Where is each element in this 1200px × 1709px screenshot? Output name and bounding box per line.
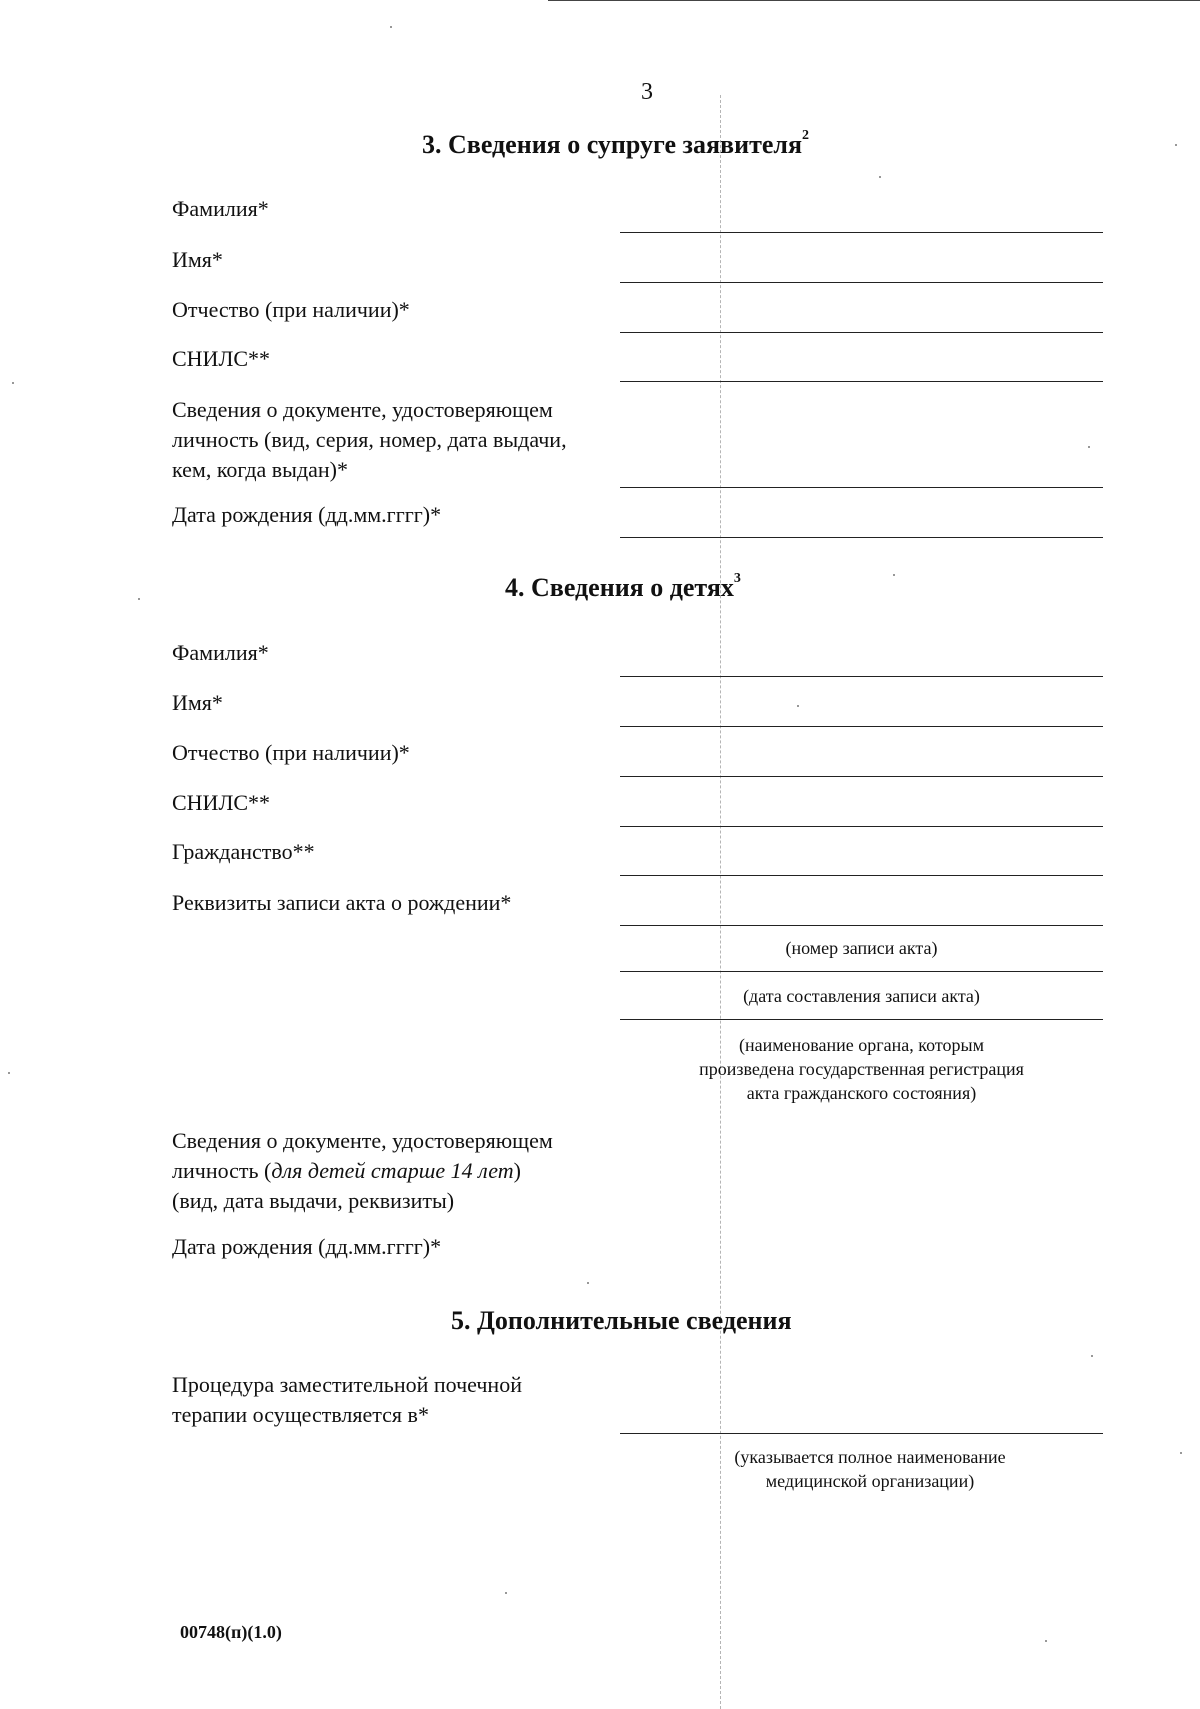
scan-speck [587,1282,589,1284]
child-id-document-age-note: для детей старше 14 лет [271,1158,514,1183]
child-patronymic-field[interactable] [620,776,1103,777]
scan-speck [390,26,392,28]
spouse-id-document-label [172,395,567,485]
record-number-caption: (номер записи акта) [785,938,938,958]
page-number: 3 [641,79,653,105]
child-id-document-label-line: Сведения о документе, удостоверяющем [172,1128,553,1153]
scan-speck [879,176,881,178]
scan-speck [1091,1355,1093,1357]
child-id-document-label [172,1126,553,1216]
spouse-id-document-label-line: Сведения о документе, удостоверяющем [172,397,553,422]
child-snils-label: СНИЛС** [172,790,271,815]
section-3-title [422,130,809,160]
form-code: 00748(п)(1.0) [180,1622,282,1642]
scan-speck [12,382,14,384]
section-3-footnote-mark: 2 [802,128,810,144]
child-citizenship-label: Гражданство** [172,839,315,864]
section-4-title-text: 4. Сведения о детях [505,573,734,602]
section-5-title-text: 5. Дополнительные сведения [451,1306,792,1335]
registry-office-caption [620,1033,1103,1105]
child-id-document-label-line: (вид, дата выдачи, реквизиты) [172,1188,455,1213]
section-3-title-text: 3. Сведения о супруге заявителя [422,130,803,159]
child-birth-date-label: Дата рождения (дд.мм.гггг)* [172,1234,442,1259]
child-snils-field[interactable] [620,826,1103,827]
dialysis-location-field[interactable] [620,1433,1103,1434]
section-4-title [505,573,741,603]
child-patronymic-label: Отчество (при наличии)* [172,740,410,765]
spouse-patronymic-label: Отчество (при наличии)* [172,297,410,322]
scan-speck [1045,1640,1047,1642]
child-citizenship-field[interactable] [620,875,1103,876]
spouse-surname-label: Фамилия* [172,196,269,221]
section-5-title [451,1306,792,1336]
dialysis-location-caption-line: (указывается полное наименование [734,1447,1006,1467]
child-id-document-prefix: личность ( [172,1158,272,1183]
spouse-birth-date-label: Дата рождения (дд.мм.гггг)* [172,502,442,527]
scan-speck [893,574,895,576]
spouse-surname-field[interactable] [620,232,1103,233]
spouse-name-label: Имя* [172,247,223,272]
spouse-snils-field[interactable] [620,381,1103,382]
record-date-caption: (дата составления записи акта) [743,986,980,1006]
child-registry-office-field[interactable] [620,1019,1103,1020]
scan-speck [1175,144,1177,146]
child-birth-record-number-field[interactable] [620,925,1103,926]
dialysis-location-caption [680,1445,1060,1493]
child-name-field[interactable] [620,726,1103,727]
dialysis-location-label [172,1370,522,1430]
page-top-edge-line [548,0,1200,1]
spouse-patronymic-field[interactable] [620,332,1103,333]
scan-speck [505,1592,507,1594]
registry-office-caption-line: (наименование органа, которым [739,1035,984,1055]
child-birth-record-date-field[interactable] [620,971,1103,972]
child-surname-label: Фамилия* [172,640,269,665]
dialysis-location-label-line: терапии осуществляется в* [172,1402,429,1427]
spouse-id-document-field[interactable] [620,487,1103,488]
scan-speck [138,598,140,600]
scan-speck [8,1072,10,1074]
spouse-name-field[interactable] [620,282,1103,283]
dialysis-location-caption-line: медицинской организации) [765,1471,975,1491]
registry-office-caption-line: акта гражданского состояния) [746,1083,977,1103]
child-name-label: Имя* [172,690,223,715]
child-id-document-suffix: ) [513,1158,521,1183]
child-id-document-label-line [172,1156,553,1186]
child-birth-record-label: Реквизиты записи акта о рождении* [172,890,512,915]
child-surname-field[interactable] [620,676,1103,677]
section-4-footnote-mark: 3 [733,571,741,587]
registry-office-caption-line: произведена государственная регистрация [699,1059,1024,1079]
spouse-id-document-label-line: кем, когда выдан)* [172,457,349,482]
scan-speck [797,705,799,707]
spouse-birth-date-field[interactable] [620,537,1103,538]
dialysis-location-label-line: Процедура заместительной почечной [172,1372,522,1397]
scan-speck [1180,1452,1182,1454]
spouse-snils-label: СНИЛС** [172,346,271,371]
spouse-id-document-label-line: личность (вид, серия, номер, дата выдачи, [172,427,567,452]
scan-speck [1088,446,1090,448]
